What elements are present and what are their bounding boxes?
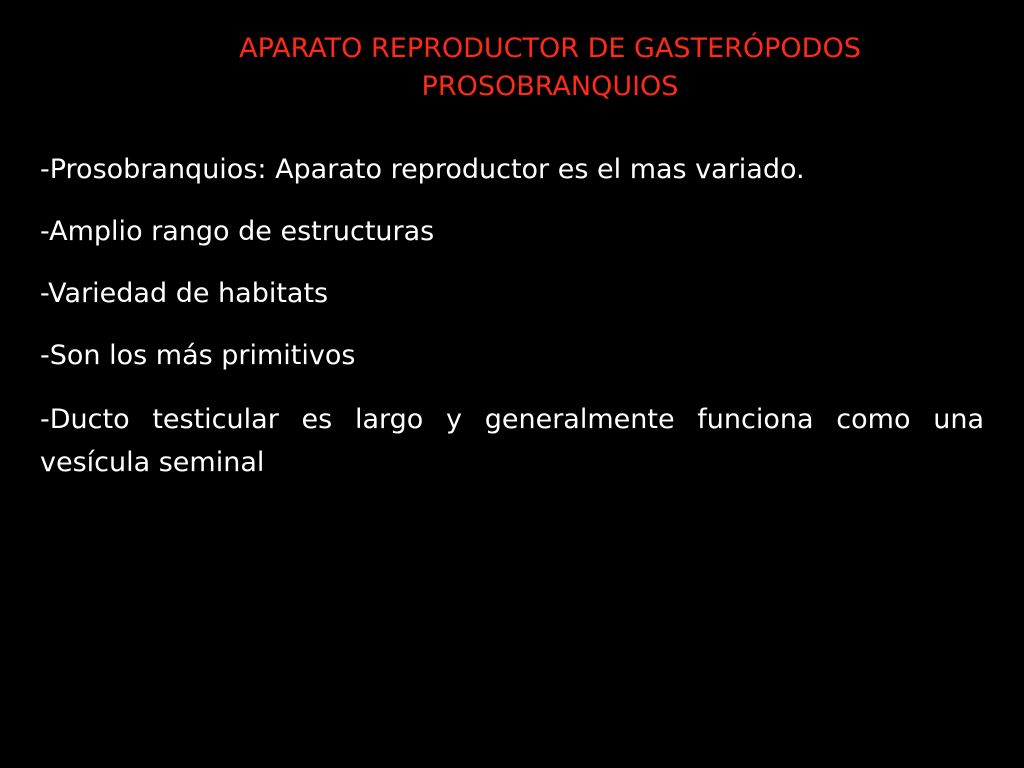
bullet-item-1: -Prosobranquios: Aparato reproductor es el mas variado. (40, 154, 805, 185)
slide-title-line-1: APARATO REPRODUCTOR DE GASTERÓPODOS (239, 33, 861, 64)
slide-body (40, 150, 984, 506)
bullet-item-5: -Ducto testicular es largo y generalmente funciona como una vesícula seminal (40, 404, 984, 478)
bullet-item-2: -Amplio rango de estructuras (40, 216, 435, 247)
bullet-item-3: -Variedad de habitats (40, 278, 329, 309)
slide-title (100, 30, 1000, 106)
slide-title-line-2: PROSOBRANQUIOS (421, 71, 679, 102)
bullet-item-4: -Son los más primitivos (40, 340, 356, 371)
